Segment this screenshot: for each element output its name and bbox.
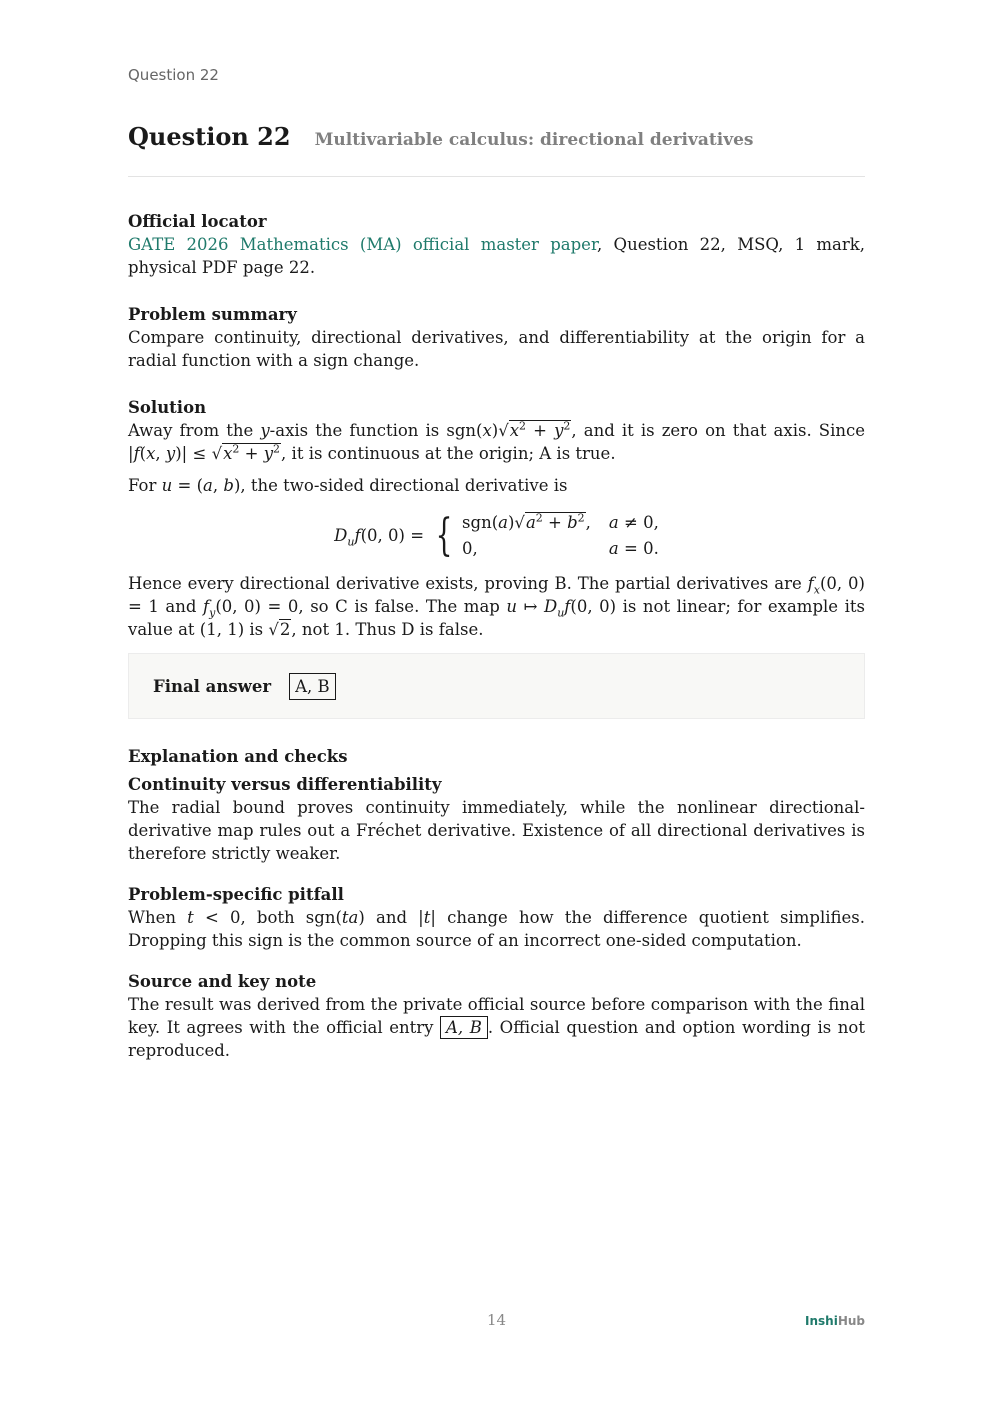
summary-heading: Problem summary	[128, 305, 297, 324]
solution-paragraph-2: For u = (a, b), the two-sided directional derivative is	[128, 476, 568, 495]
summary-text: Compare continuity, directional derivatives, and differentiability at the origin for a radial function with a sign change.	[128, 328, 865, 370]
pitfall-text: When t < 0, both sgn(ta) and |t| change how the difference quotient simplifies. Dropping this sign is the common source of an incorrect one-sided computation.	[128, 908, 865, 950]
main-content	[128, 210, 865, 1062]
title-row	[128, 122, 865, 151]
official-paper-link[interactable]: GATE 2026 Mathematics (MA) official master paper	[128, 235, 598, 254]
source-subheading: Source and key note	[128, 972, 317, 991]
pitfall-subheading: Problem-specific pitfall	[128, 885, 344, 904]
solution-paragraph-1: Away from the y-axis the function is $sgn(x)√x^2 + y^2$, and it is zero on that axis. Since |f(x, $y)| \le √x^2 + y^2$, it is continuous at the origin; A is true.	[128, 419, 865, 463]
final-answer-box	[128, 653, 865, 719]
locator-details: , Question 22, MSQ, 1 mark, physical PDF page 22.	[128, 235, 866, 277]
running-head: Question 22	[128, 66, 219, 84]
final-answer-value: A, B	[289, 673, 336, 700]
solution-paragraph-3: Hence every directional derivative exists, proving B. The partial derivatives are $f_x(0$, 0) = 1 and $f_y(0$, 0) = 0, so C is false. The map u ↦ $D_uf(0$, 0) is not linear; for example its value at (1, 1) is √2, not 1. Thus D is false.	[128, 574, 865, 639]
page-number: 14	[486, 1311, 507, 1329]
solution-heading: Solution	[128, 398, 207, 417]
brand-logo: InshiHub	[805, 1314, 865, 1328]
final-answer-label: Final answer	[153, 676, 272, 696]
continuity-text: The radial bound proves continuity immediately, while the nonlinear directional-derivative map rules out a Fréchet derivative. Existence of all directional derivatives is therefore strictly weaker.	[128, 798, 865, 863]
source-text: The result was derived from the private official source before comparison with the final key. It agrees with the official entry A, B . Official question and option wording is not reproduced.	[128, 995, 865, 1060]
locator-text	[128, 233, 865, 279]
locator-heading: Official locator	[128, 212, 267, 231]
page-subtitle: Multivariable calculus: directional derivatives	[314, 130, 754, 150]
continuity-subheading: Continuity versus differentiability	[128, 775, 442, 794]
title-divider	[128, 176, 865, 177]
explanation-heading: Explanation and checks	[128, 747, 348, 766]
page-title: Question 22	[128, 122, 291, 151]
directional-derivative-formula: $D_uf(0$, 0) = { $sgn(a)√a^2 + b^2$, a ≠ 0, 0, a = 0.	[334, 509, 659, 561]
